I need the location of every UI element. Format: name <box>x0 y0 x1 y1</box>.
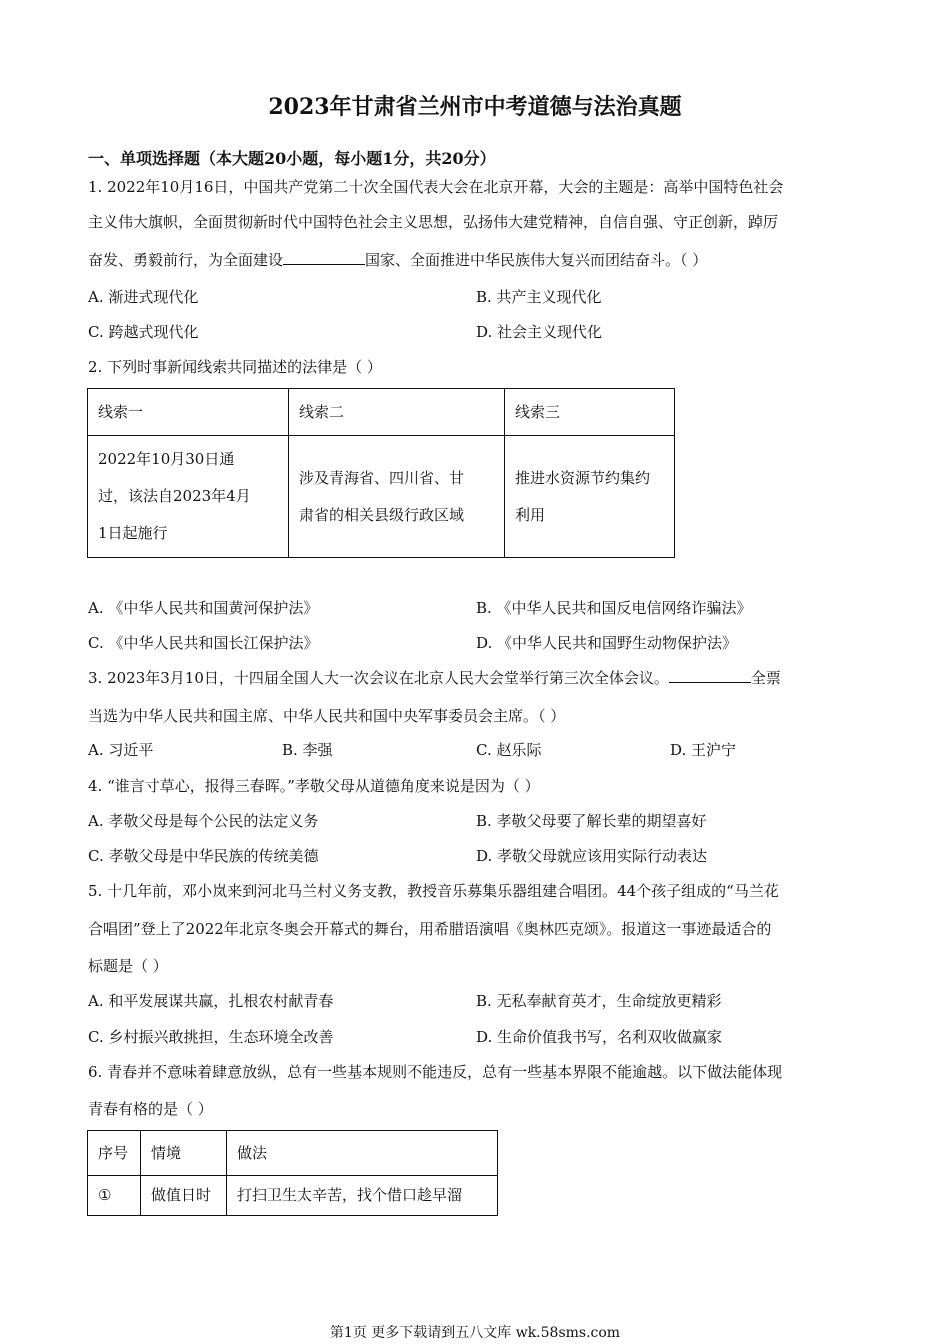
q2-option-d: D. 《中华人民共和国野生动物保护法》 <box>476 634 738 652</box>
q5-stem-line1: 5. 十几年前，邓小岚来到河北马兰村义务支教，教授音乐募集乐器组建合唱团。44个孩子组成的“马兰花 <box>88 882 779 900</box>
q1-stem-post: 国家、全面推进中华民族伟大复兴而团结奋斗。（ ） <box>365 251 708 269</box>
q2-header-1: 线索一 <box>88 389 289 436</box>
answer-blank <box>283 250 365 265</box>
answer-blank <box>669 668 751 683</box>
q3-stem-line2: 当选为中华人民共和国主席、中华人民共和国中央军事委员会主席。（ ） <box>88 707 566 725</box>
q4-stem: 4. “谁言寸草心，报得三春晖。”孝敬父母从道德角度来说是因为（ ） <box>88 777 540 795</box>
q4-option-c: C. 孝敬父母是中华民族的传统美德 <box>88 847 319 865</box>
section-heading: 一、单项选择题（本大题20小题，每小题1分，共20分） <box>88 149 496 168</box>
q5-option-c: C. 乡村振兴敢挑担，生态环境全改善 <box>88 1028 334 1046</box>
q2-option-a: A. 《中华人民共和国黄河保护法》 <box>88 599 319 617</box>
q2-clue-1 <box>88 436 289 558</box>
q6-stem-line2: 青春有格的是（ ） <box>88 1100 213 1118</box>
q2-header-3: 线索三 <box>505 389 675 436</box>
q2-header-2: 线索二 <box>289 389 505 436</box>
q1-stem-line3 <box>88 249 707 270</box>
q2-option-b: B. 《中华人民共和国反电信网络诈骗法》 <box>476 599 752 617</box>
q2-clue-3-line2: 利用 <box>515 505 546 524</box>
q4-option-b: B. 孝敬父母要了解长辈的期望喜好 <box>476 812 707 830</box>
q2-option-c: C. 《中华人民共和国长江保护法》 <box>88 634 319 652</box>
q2-clue-1-line2: 过，该法自2023年4月 <box>98 487 251 505</box>
q6-stem-line1: 6. 青春并不意味着肆意放纵，总有一些基本规则不能违反，总有一些基本界限不能逾越。以下做法能体现 <box>88 1063 783 1081</box>
q3-stem-post: 全票 <box>750 669 781 687</box>
q5-stem-line3: 标题是（ ） <box>88 957 168 975</box>
q1-option-b: B. 共产主义现代化 <box>476 288 602 306</box>
q6-header-action: 做法 <box>227 1131 498 1176</box>
q5-option-d: D. 生命价值我书写，名利双收做赢家 <box>476 1028 723 1046</box>
q6-header-situation: 情境 <box>141 1131 227 1176</box>
q2-clue-3 <box>505 436 675 558</box>
q6-header-no: 序号 <box>88 1131 141 1176</box>
page-title: 2023年甘肃省兰州市中考道德与法治真题 <box>268 94 682 120</box>
q3-option-b: B. 李强 <box>282 741 333 759</box>
q5-option-a: A. 和平发展谋共赢，扎根农村献青春 <box>88 992 334 1010</box>
q6-row1-no: ① <box>88 1176 141 1216</box>
q1-stem-line2: 主义伟大旗帜，全面贯彻新时代中国特色社会主义思想，弘扬伟大建党精神，自信自强、守正创新，踔厉 <box>88 213 779 231</box>
q3-option-c: C. 赵乐际 <box>476 741 542 759</box>
q3-option-a: A. 习近平 <box>88 741 154 759</box>
q3-stem-line1 <box>88 667 781 688</box>
page-footer: 第1页 更多下载请到五八文库 wk.58sms.com <box>329 1325 621 1341</box>
q2-clue-table <box>87 388 675 558</box>
q2-clue-1-line3: 1日起施行 <box>98 524 168 542</box>
q1-option-c: C. 跨越式现代化 <box>88 323 199 341</box>
q2-stem: 2. 下列时事新闻线索共同描述的法律是（ ） <box>88 358 382 376</box>
q3-stem-pre: 3. 2023年3月10日，十四届全国人大一次会议在北京人民大会堂举行第三次全体会议。 <box>88 669 669 687</box>
q6-row1-situation: 做值日时 <box>141 1176 227 1216</box>
q5-option-b: B. 无私奉献育英才，生命绽放更精彩 <box>476 992 722 1010</box>
q1-stem-line1: 1. 2022年10月16日，中国共产党第二十次全国代表大会在北京开幕，大会的主题是：高举中国特色社会 <box>88 178 784 196</box>
q6-row1-action: 打扫卫生太辛苦，找个借口趁早溜 <box>227 1176 498 1216</box>
q2-clue-2-line1: 涉及青海省、四川省、甘 <box>299 468 465 487</box>
q1-option-a: A. 渐进式现代化 <box>88 288 199 306</box>
q2-clue-2 <box>289 436 505 558</box>
q1-option-d: D. 社会主义现代化 <box>476 323 603 341</box>
q5-stem-line2: 合唱团”登上了2022年北京冬奥会开幕式的舞台，用希腊语演唱《奥林匹克颂》。报道这一事迹最适合的 <box>88 920 772 938</box>
q4-option-a: A. 孝敬父母是每个公民的法定义务 <box>88 812 319 830</box>
q2-clue-3-line1: 推进水资源节约集约 <box>515 468 651 487</box>
q3-option-d: D. 王沪宁 <box>670 741 737 759</box>
q1-stem-pre: 奋发、勇毅前行，为全面建设 <box>88 251 284 269</box>
q6-scenario-table <box>87 1130 498 1216</box>
q4-option-d: D. 孝敬父母就应该用实际行动表达 <box>476 847 708 865</box>
q2-clue-1-line1: 2022年10月30日通 <box>98 450 235 468</box>
q2-clue-2-line2: 肃省的相关县级行政区域 <box>299 505 465 524</box>
